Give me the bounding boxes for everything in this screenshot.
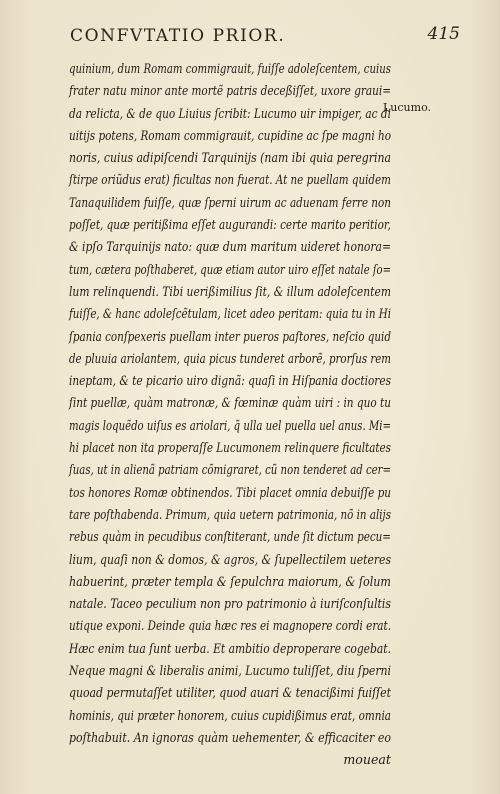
- text-line: utique exponi. Deinde quia hæc res ei magnopere cordi erat.: [69, 618, 392, 634]
- text-line: frater natu minor ante mortẽ patris deceßiſſet, uxore graui=: [69, 83, 392, 99]
- running-head: [70, 20, 460, 48]
- text-line: quoad permutaſſet utiliter, quod auari & tenacißimi fuiſſet: [69, 685, 392, 701]
- text-line: uitijs potens, Romam commigrauit, cupidine ac ſpe magni ho: [69, 127, 392, 143]
- text-line: hi placet non ita properaſſe Lucumonem relinquere ficultates: [69, 440, 391, 456]
- text-line: Tanaquilidem fuiſſe, quæ ſperni uirum ac aduenam ferre non: [69, 194, 392, 210]
- text-line: Hæc enim tua ſunt uerba. Et ambitio deproperare cogebat.: [69, 640, 392, 656]
- text-line: lum relinquendi. Tibi uerißimilius ſit, & illum adoleſcentem: [69, 283, 392, 299]
- text-line: da relicta, & de quo Liuius ſcribit: Lucumo uir impiger, ac di: [69, 105, 392, 121]
- text-line: & ipſo Tarquinijs nato: quæ dum maritum uideret honora=: [69, 239, 392, 255]
- text-line: ſpania conſpexeris puellam inter pueros paſtores, neſcio quid: [69, 328, 392, 344]
- catchword: moueat: [343, 752, 391, 768]
- text-line: ſuas, ut in alienã patriam cõmigraret, cũ non tenderet ad cer=: [69, 462, 391, 478]
- text-line: tum, cætera poſthaberet, quæ etiam autor uiro eſſet natale ſo=: [69, 261, 391, 277]
- text-line: magis loquẽdo uiſus es ariolari, q̃ ulla uel puella uel anus. Mi=: [69, 417, 392, 433]
- body-text: [69, 58, 391, 772]
- text-line: tare poſthabenda. Primum, quia uetern patrimonia, nõ in alijs: [69, 506, 391, 522]
- text-line: ineptam, & te picario uiro dignã: quaſi in Hiſpania doctiores: [69, 373, 392, 389]
- text-line: quinium, dum Romam commigrauit, fuiſſe adoleſcentem, cuius: [69, 61, 391, 76]
- text-line: tos honores Romæ obtinendos. Tibi placet omnia debuiſſe pu: [69, 484, 391, 500]
- text-line: de pluuia ariolantem, quia picus tunderet arborẽ, prorſus rem: [69, 350, 392, 366]
- text-line: lium, quaſi non & domos, & agros, & ſupellectilem ueteres: [69, 551, 392, 567]
- text-line: ſtirpe oriũdus erat) ficultas non fuerat. At ne puellam quidem: [69, 172, 391, 188]
- running-title: CONFVTATIO PRIOR.: [70, 26, 286, 46]
- text-line: ſint puellæ, quàm matronæ, & fœminæ quàm uiri : in quo tu: [69, 395, 392, 411]
- text-line: rebus quàm in pecudibus conſtiterant, unde ſit dictum pecu=: [69, 529, 391, 545]
- text-line: fuiſſe, & hanc adoleſcẽtulam, licet adeo peritam: quia tu in Hi: [69, 306, 391, 322]
- page-number: 415: [427, 24, 460, 44]
- text-line: natale. Taceo peculium non pro patrimonio à iuriſconſultis: [69, 596, 392, 612]
- text-line: poſſet, quæ peritißima eſſet augurandi: certe marito peritior,: [69, 217, 392, 233]
- text-line: habuerint, præter templa & ſepulchra maiorum, & ſolum: [69, 573, 392, 589]
- text-line: noris, cuius adipiſcendi Tarquinijs (nam ibi quia peregrina: [69, 150, 391, 166]
- marginal-note: Lucumo.: [383, 101, 431, 114]
- text-line: Neque magni & liberalis animi, Lucumo tuliſſet, diu ſperni: [69, 663, 392, 679]
- text-line: hominis, qui præter honorem, cuius cupidißimus erat, omnia: [69, 707, 392, 723]
- text-line: poſthabuit. An ignoras quàm uehementer, & efficaciter eo: [69, 729, 391, 745]
